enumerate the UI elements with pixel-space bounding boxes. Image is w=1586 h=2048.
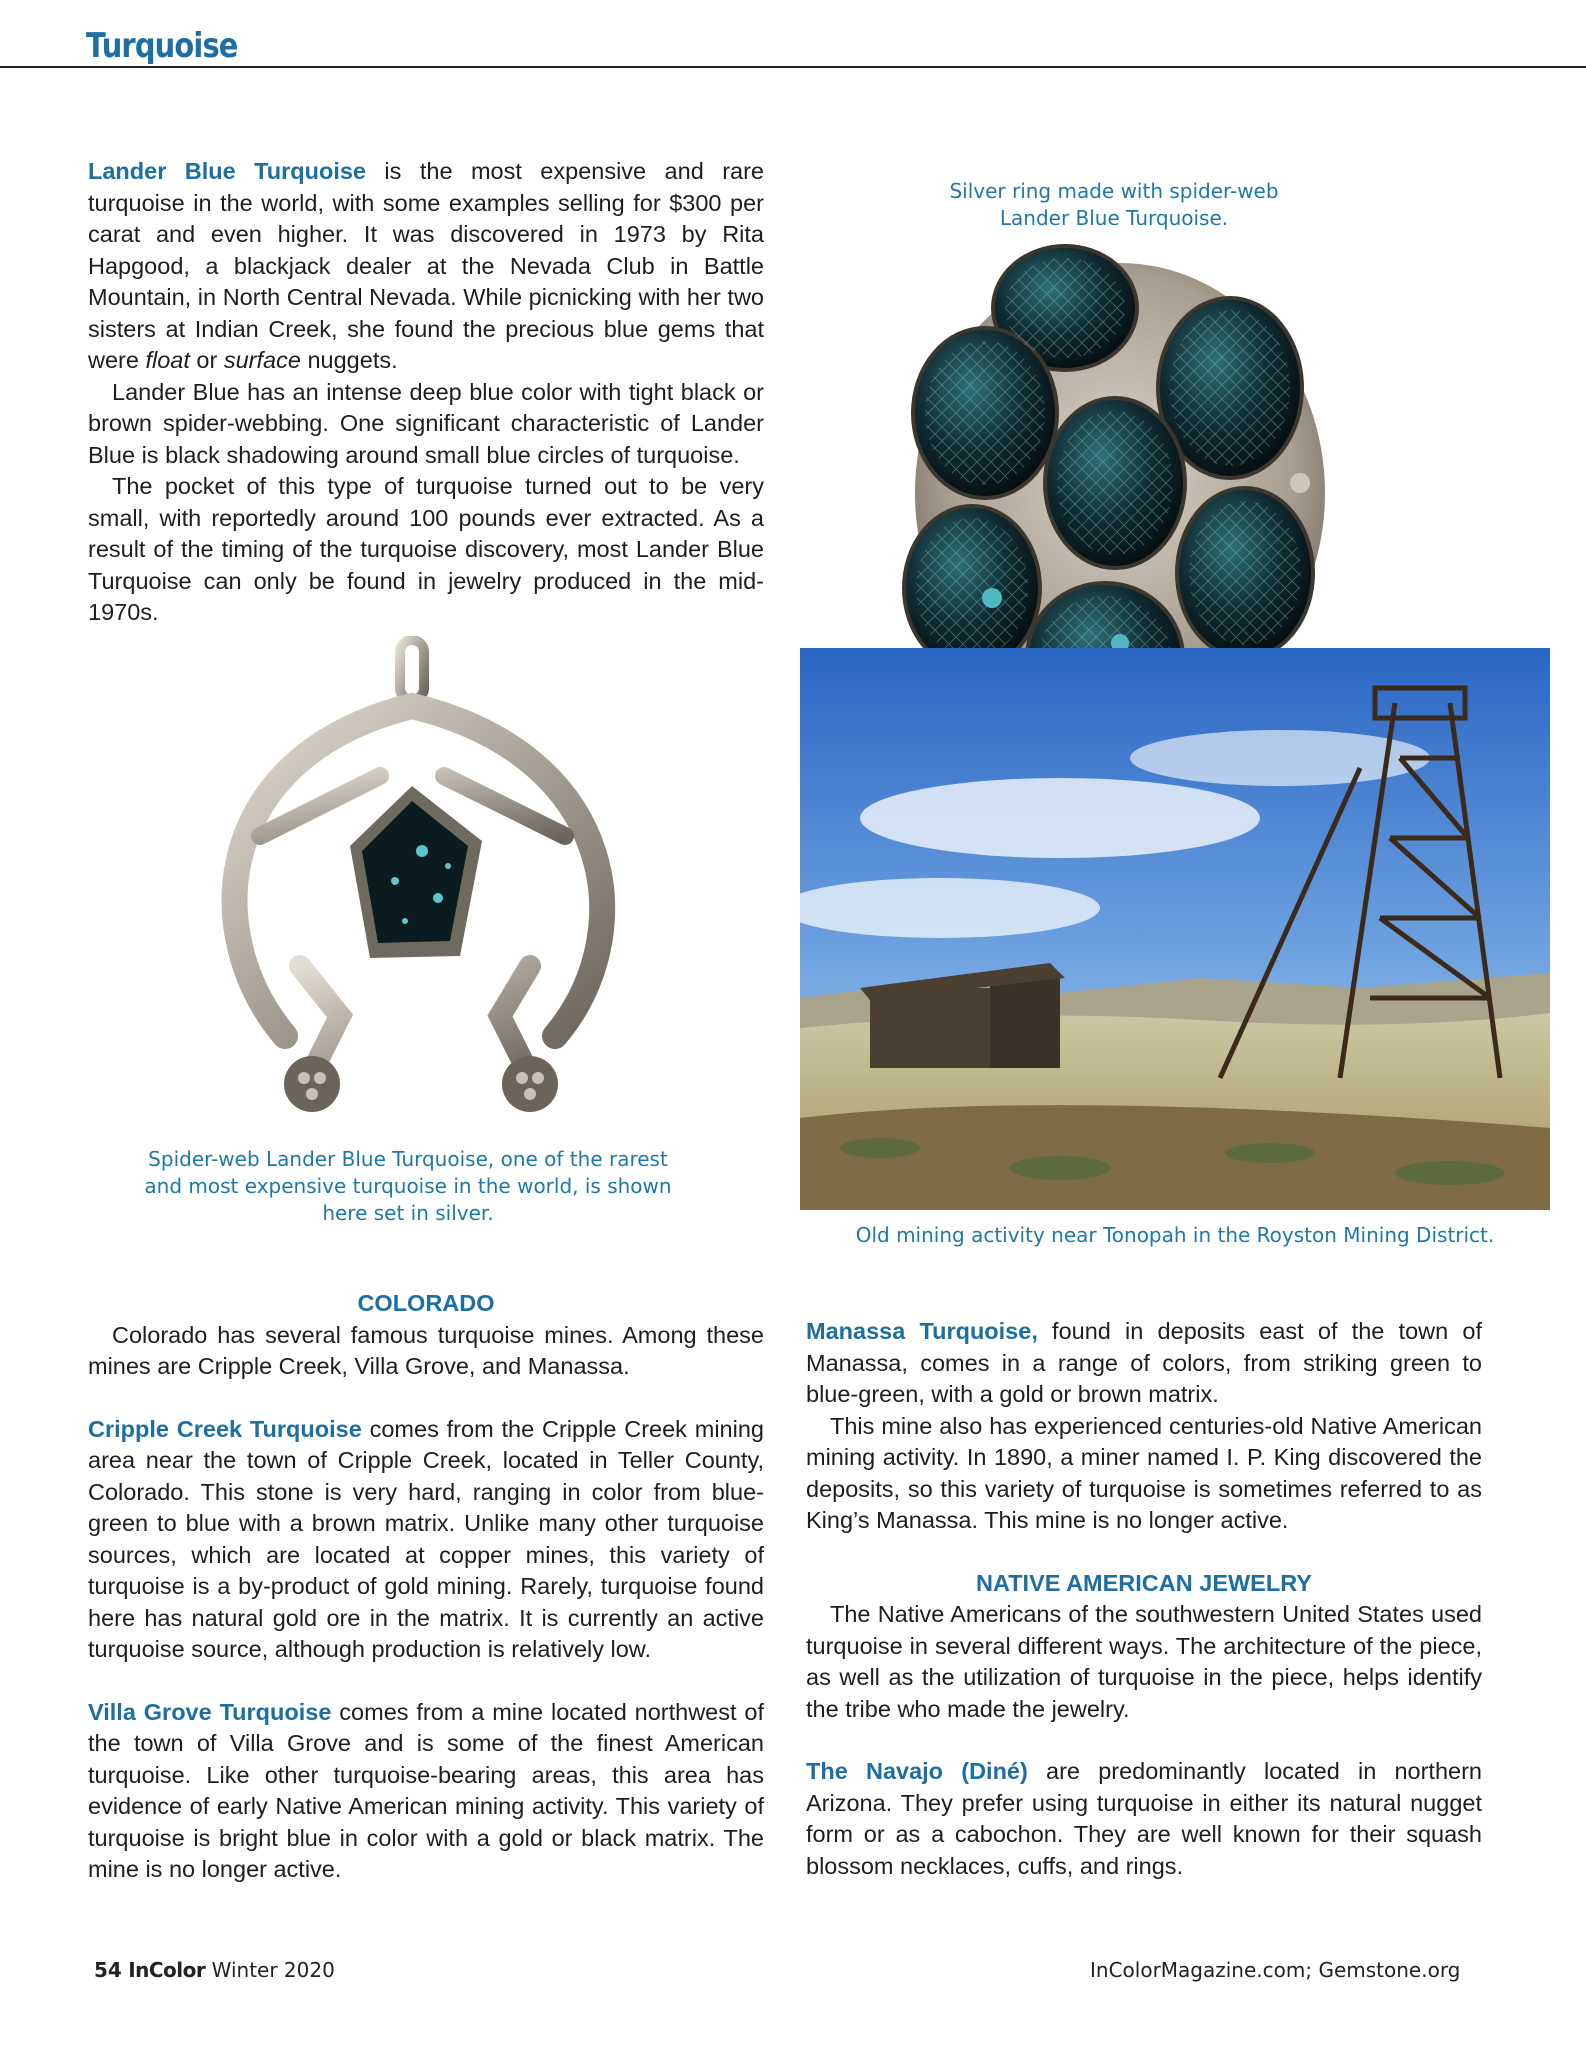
- colorado-heading: COLORADO: [357, 1290, 495, 1316]
- navajo-text: are predominantly located in northern Arizona. They prefer using turquoise in either its natural nugget form or as a cabochon. They are well known for their squash blossom necklaces, cuffs, and rings.: [806, 1758, 1482, 1879]
- manassa-text: found in deposits east of the town of Manassa, comes in a range of colors, from striking green to blue-green, with a gold or brown matrix.: [806, 1318, 1482, 1407]
- cripple-creek-text: comes from the Cripple Creek mining area near the town of Cripple Creek, located in Teller County, Colorado. This stone is very hard, ranging in color from blue-green to blue with a brown matrix. Unlike many other turquoise sources, which are located at copper mines, this variety of turquoise is a by-product of gold mining. Rarely, turquoise found here has natural gold ore in the matrix. It is currently an active turquoise source, although production is relatively low.: [88, 1415, 764, 1662]
- intro-p1-text-c: nuggets.: [300, 347, 398, 373]
- footer-websites: InColorMagazine.com; Gemstone.org: [1090, 1958, 1461, 1982]
- header-rule: [0, 66, 1586, 68]
- right-lower-column: [806, 1316, 1482, 1882]
- section-title: Turquoise: [86, 26, 238, 66]
- manassa-paragraph: [806, 1316, 1482, 1411]
- navajo-paragraph: [806, 1756, 1482, 1882]
- intro-column: [88, 156, 764, 629]
- cripple-creek-paragraph: [88, 1414, 764, 1666]
- lander-blue-term: Lander Blue Turquoise: [88, 158, 366, 184]
- manassa-term: Manassa Turquoise,: [806, 1318, 1038, 1344]
- cripple-creek-term: Cripple Creek Turquoise: [88, 1415, 362, 1442]
- villa-grove-text: comes from a mine located northwest of the town of Villa Grove and is some of the finest American turquoise. Like other turquoise-bearing areas, this area has evidence of early Native American mining activity. This variety of turquoise is bright blue in color with a gold or black matrix. The mine is no longer active.: [88, 1698, 764, 1882]
- intro-p1-text-a: is the most expensive and rare turquoise in the world, with some examples selling for $300 per carat and even higher. It was discovered in 1973 by Rita Hapgood, a blackjack dealer at the Nevada Club in Battle Mountain, in North Central Nevada. While picnicking with her two sisters at Indian Creek, she found the precious blue gems that were: [88, 158, 764, 373]
- left-lower-column: [88, 1288, 764, 1886]
- naja-pendant-photo: [200, 636, 680, 1136]
- mining-photo: [800, 648, 1550, 1210]
- intro-p1-text-b: or: [189, 347, 224, 373]
- villa-grove-term: Villa Grove Turquoise: [88, 1698, 332, 1725]
- intro-paragraph-3: The pocket of this type of turquoise turned out to be very small, with reportedly around 100 pounds ever extracted. As a result of the timing of the turquoise discovery, most Lander Blue Turquoise can only be found in jewelry produced in the mid-1970s.: [88, 473, 764, 625]
- magazine-name: InColor: [128, 1958, 206, 1982]
- surface-italic: surface: [223, 347, 301, 373]
- native-american-paragraph: The Native Americans of the southwestern United States used turquoise in several different ways. The architecture of the piece, as well as the utilization of turquoise in the piece, helps identify the tribe who made the jewelry.: [806, 1601, 1482, 1722]
- mine-caption: Old mining activity near Tonopah in the Royston Mining District.: [855, 1223, 1495, 1247]
- villa-grove-paragraph: [88, 1697, 764, 1886]
- issue-label: Winter 2020: [211, 1958, 335, 1982]
- page-number: 54: [94, 1958, 122, 1982]
- footer-left: [94, 1958, 335, 1982]
- ring-caption: Silver ring made with spider-web Lander Blue Turquoise.: [949, 179, 1279, 230]
- intro-paragraph-1: [88, 156, 764, 377]
- float-italic: float: [145, 347, 190, 373]
- pendant-caption: Spider-web Lander Blue Turquoise, one of the rarest and most expensive turquoise in the world, is shown here set in silver.: [144, 1147, 672, 1225]
- native-american-heading: NATIVE AMERICAN JEWELRY: [976, 1569, 1312, 1596]
- colorado-intro: Colorado has several famous turquoise mines. Among these mines are Cripple Creek, Villa Grove, and Manassa.: [88, 1321, 764, 1379]
- manassa-paragraph-2: This mine also has experienced centuries-old Native American mining activity. In 1890, a miner named I. P. King discovered the deposits, so this variety of turquoise is sometimes referred to as King’s Manassa. This mine is no longer active.: [806, 1412, 1482, 1533]
- intro-paragraph-2: Lander Blue has an intense deep blue color with tight black or brown spider-webbing. One significant characteristic of Lander Blue is black shadowing around small blue circles of turquoise.: [88, 378, 764, 468]
- navajo-term: The Navajo (Diné): [806, 1758, 1028, 1784]
